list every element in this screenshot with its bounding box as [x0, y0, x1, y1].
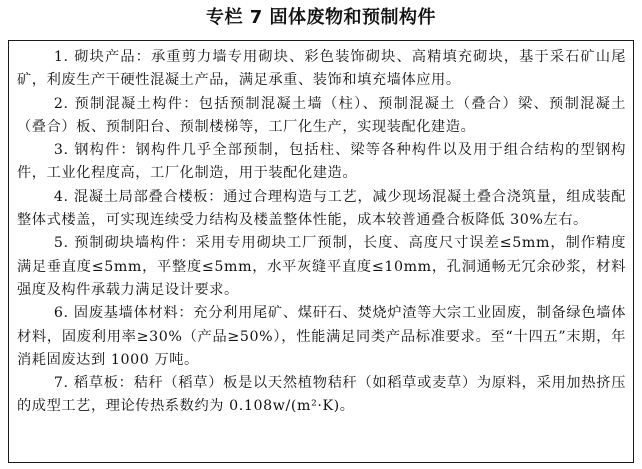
list-item-3: 3. 钢构件：钢构件几乎全部预制，包括柱、梁等各种构件以及用于组合结构的型钢构件，工业化程度高，工厂化制造，用于装配化建造。	[17, 142, 626, 182]
page-title: 专栏 7 固体废物和预制构件	[205, 7, 437, 28]
list-item-4: 4. 混凝土局部叠合楼板：通过合理构造与工艺，减少现场混凝土叠合浇筑量，组成装配整体式楼盖，可实现连续受力结构及楼盖整体性能，成本较普通叠合板降低 30%左右。	[17, 188, 626, 229]
list-item-5: 5. 预制砌块墙构件：采用专用砌块工厂预制，长度、高度尺寸误差≤5mm，制作精度满足垂直度≤5mm，平整度≤5mm，水平灰缝平直度≤10mm，孔洞通畅无冗余砂浆，材料强度及构件承载力满足设计要求。	[17, 235, 626, 298]
list-item-6: 6. 固废基墙体材料：充分利用尾矿、煤矸石、焚烧炉渣等大宗工业固废，制备绿色墙体材料，固废利用率≥30%（产品≥50%），性能满足同类产品标准要求。至“十四五”末期，年消耗固废达到 1000 万吨。	[17, 305, 626, 368]
list-item-1: 1. 砌块产品：承重剪力墙专用砌块、彩色装饰砌块、高精填充砌块，基于采石矿山尾矿，利废生产干硬性混凝土产品，满足承重、装饰和填充墙体应用。	[17, 49, 626, 89]
content-box	[8, 40, 634, 463]
list-item-7: 7. 稻草板：秸秆（稻草）板是以天然植物秸秆（如稻草或麦草）为原料，采用加热挤压的成型工艺，理论传热系数约为 0.108w/(m²·K)。	[17, 375, 626, 415]
list-item-2: 2. 预制混凝土构件：包括预制混凝土墙（柱）、预制混凝土（叠合）梁、预制混凝土（叠合）板、预制阳台、预制楼梯等，工厂化生产，实现装配化建造。	[17, 95, 626, 135]
